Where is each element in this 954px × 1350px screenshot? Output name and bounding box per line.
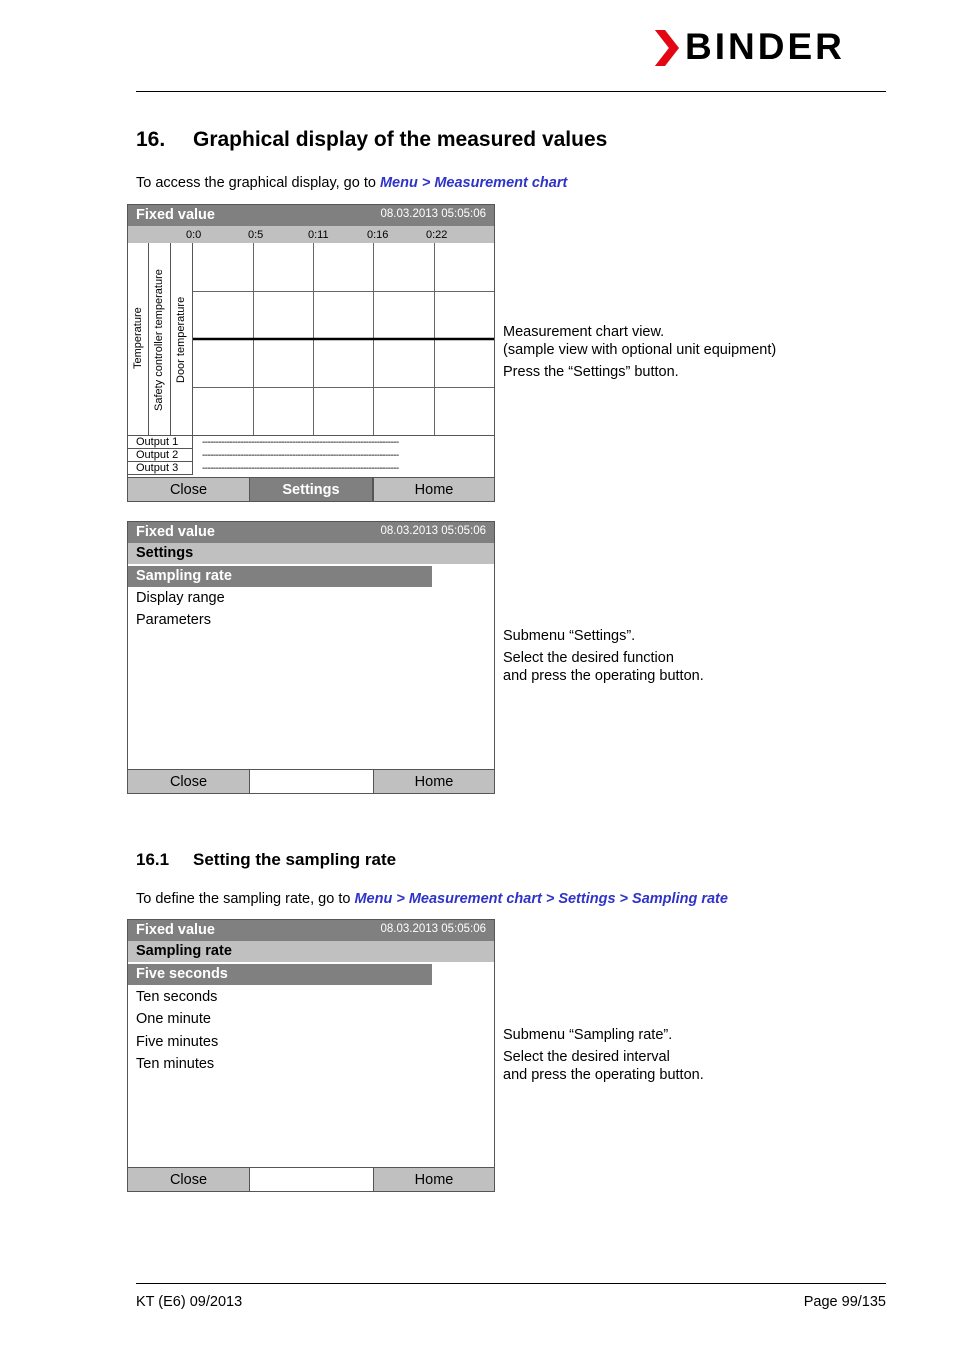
screen3-description [503, 1026, 704, 1084]
section-title-text: Graphical display of the measured values [193, 128, 608, 151]
home-button[interactable]: Home [373, 1167, 494, 1191]
intro-text: To define the sampling rate, go to [136, 891, 355, 907]
desc-line: Measurement chart view. [503, 324, 665, 340]
time-tick: 0:11 [308, 229, 329, 241]
binder-logo-mark-icon [655, 30, 681, 66]
menu-item-one-minute[interactable]: One minute [136, 1011, 211, 1027]
desc-line: Submenu “Settings”. [503, 628, 636, 644]
settings-screen [127, 521, 495, 794]
output-value: ------------------------------------------------------------------------ [202, 437, 399, 448]
subsection-title [136, 850, 396, 870]
brand-name: BINDER [685, 26, 845, 67]
menu-item-five-minutes[interactable]: Five minutes [136, 1034, 219, 1050]
home-button[interactable]: Home [373, 477, 494, 501]
menu-item-display-range[interactable]: Display range [136, 590, 225, 606]
menu-item-sampling-rate[interactable] [128, 566, 432, 587]
desc-line: Submenu “Sampling rate”. [503, 1027, 673, 1043]
outputs-panel [128, 435, 494, 477]
menu-item-ten-minutes[interactable]: Ten minutes [136, 1056, 215, 1072]
axis-label-door-temperature: Door temperature [175, 296, 187, 383]
screen1-description [503, 323, 776, 381]
screen-title-bar [128, 522, 494, 543]
output-value: ------------------------------------------------------------------------ [202, 450, 399, 461]
subsection-number: 16.1 [136, 850, 170, 869]
desc-line: (sample view with optional unit equipment) [503, 342, 777, 358]
desc-line: and press the operating button. [503, 668, 704, 684]
output-label: Output 2 [128, 449, 193, 462]
menu-item-parameters[interactable]: Parameters [136, 612, 211, 628]
axis-label-column [128, 243, 149, 435]
binder-logo [655, 26, 887, 67]
axis-label-column [148, 243, 171, 435]
axis-label-column [170, 243, 193, 435]
output-value: ------------------------------------------------------------------------ [202, 463, 399, 474]
output-label: Output 1 [128, 436, 193, 449]
screen-subtitle-bar [128, 543, 494, 564]
menu-item-label: Five seconds [136, 966, 228, 982]
time-tick: 0:5 [248, 229, 264, 241]
section-number: 16. [136, 128, 166, 151]
settings-button[interactable]: Settings [250, 477, 373, 501]
chart-plot-area [193, 243, 494, 435]
menu-item-label: Sampling rate [136, 568, 232, 584]
empty-button-slot [250, 1167, 373, 1191]
intro-text: To access the graphical display, go to [136, 175, 380, 191]
axis-label-safety-controller: Safety controller temperature [153, 269, 165, 411]
section-intro [136, 175, 567, 191]
screen-subtitle: Sampling rate [136, 943, 232, 959]
time-tick: 0:16 [367, 229, 389, 241]
screen-title-bar [128, 205, 494, 226]
menu-path-link[interactable]: Menu > Measurement chart [379, 175, 568, 191]
time-axis [128, 226, 494, 243]
close-button[interactable]: Close [128, 1167, 250, 1191]
menu-item-ten-seconds[interactable]: Ten seconds [136, 989, 218, 1005]
desc-line: and press the operating button. [503, 1067, 704, 1083]
screen-timestamp: 08.03.2013 05:05:06 [380, 525, 486, 537]
menu-path-link[interactable]: Menu > Measurement chart > Settings > Sampling rate [354, 891, 728, 907]
footer-page-number: Page 99/135 [803, 1294, 886, 1310]
subsection-title-text: Setting the sampling rate [193, 850, 397, 869]
home-button[interactable]: Home [373, 769, 494, 793]
desc-line: Press the “Settings” button. [503, 364, 679, 380]
measurement-chart-screen [127, 204, 495, 502]
subsection-intro [136, 891, 728, 907]
desc-line: Select the desired interval [503, 1049, 670, 1065]
footer-document-id: KT (E6) 09/2013 [136, 1294, 243, 1310]
screen-subtitle: Settings [136, 545, 194, 561]
screen-title-bar [128, 920, 494, 941]
time-tick: 0:0 [186, 229, 202, 241]
sampling-rate-screen [127, 919, 495, 1192]
time-tick: 0:22 [426, 229, 448, 241]
empty-button-slot [250, 769, 373, 793]
screen-title: Fixed value [136, 922, 215, 938]
screen-title: Fixed value [136, 524, 215, 540]
screen-timestamp: 08.03.2013 05:05:06 [380, 208, 486, 220]
close-button[interactable]: Close [128, 477, 250, 501]
section-title [136, 128, 607, 152]
close-button[interactable]: Close [128, 769, 250, 793]
screen2-description [503, 627, 704, 685]
axis-label-temperature: Temperature [132, 307, 144, 369]
header-rule [136, 91, 886, 92]
screen-subtitle-bar [128, 941, 494, 962]
screen-timestamp: 08.03.2013 05:05:06 [380, 923, 486, 935]
footer-rule [136, 1283, 886, 1284]
screen-title: Fixed value [136, 207, 215, 223]
menu-item-five-seconds[interactable] [128, 964, 432, 985]
desc-line: Select the desired function [503, 650, 674, 666]
output-label: Output 3 [128, 462, 193, 475]
